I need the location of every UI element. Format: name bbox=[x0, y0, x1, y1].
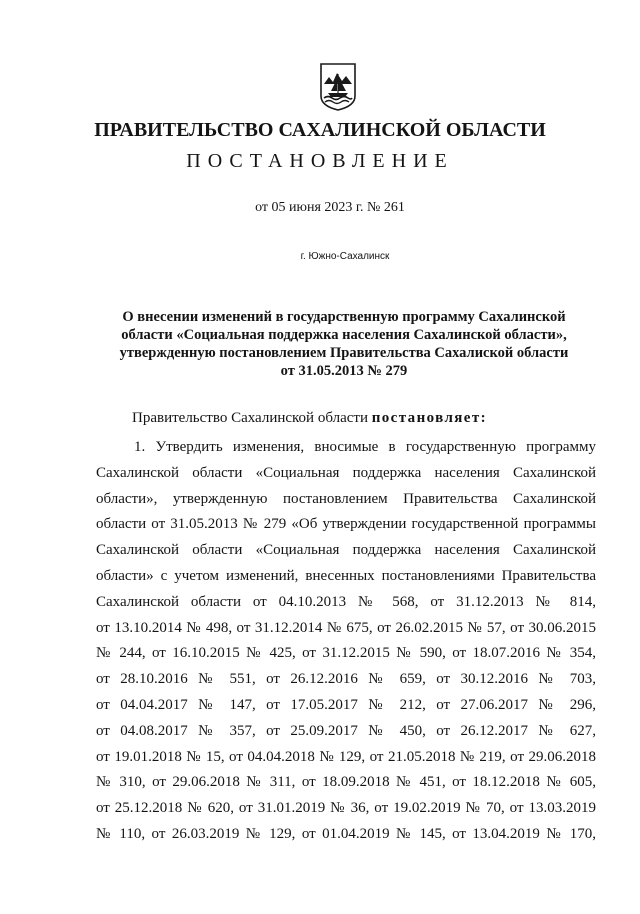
body-line: Сахалинской области «Социальная поддержка населения Сахалинской bbox=[96, 542, 596, 559]
document-type: ПОСТАНОВЛЕНИЕ bbox=[186, 150, 454, 172]
document-title bbox=[96, 308, 592, 380]
title-line: от 31.05.2013 № 279 bbox=[280, 363, 408, 379]
body-line: области», утвержденную постановлением Правительства Сахалинской bbox=[96, 490, 596, 507]
body-line: Сахалинской области «Социальная поддержка населения Сахалинской bbox=[96, 464, 596, 481]
body-line: от 13.10.2014 № 498, от 31.12.2014 № 675, от 26.02.2015 № 57, от 30.06.2015 bbox=[96, 619, 596, 636]
document-city: г. Южно-Сахалинск bbox=[300, 251, 390, 262]
body-line: от 28.10.2016 № 551, от 26.12.2016 № 659, от 30.12.2016 № 703, bbox=[96, 671, 596, 688]
body-line: Сахалинской области от 04.10.2013 № 568, от 31.12.2013 № 814, bbox=[96, 593, 596, 610]
body-line: № 244, от 16.10.2015 № 425, от 31.12.2015 № 590, от 18.07.2016 № 354, bbox=[96, 645, 596, 662]
body-line: области от 31.05.2013 № 279 «Об утверждении государственной программы bbox=[96, 516, 596, 533]
title-line: утвержденную постановлением Правительства Сахалиской области bbox=[119, 345, 569, 361]
body-line: от 25.12.2018 № 620, от 31.01.2019 № 36, от 19.02.2019 № 70, от 13.03.2019 bbox=[96, 800, 596, 817]
body-line: № 310, от 29.06.2018 № 311, от 18.09.2018 № 451, от 18.12.2018 № 605, bbox=[96, 774, 596, 791]
body-line: от 04.04.2017 № 147, от 17.05.2017 № 212, от 27.06.2017 № 296, bbox=[96, 696, 596, 713]
resolve-verb: постановляет: bbox=[371, 410, 488, 426]
body-line: 1. Утвердить изменения, вносимые в государственную программу bbox=[134, 439, 596, 455]
title-line: области «Социальная поддержка населения Сахалинской области», bbox=[121, 327, 567, 343]
body-line: № 110, от 26.03.2019 № 129, от 01.04.2019 № 145, от 13.04.2019 № 170, bbox=[96, 825, 596, 842]
organization-name: ПРАВИТЕЛЬСТВО САХАЛИНСКОЙ ОБЛАСТИ bbox=[94, 119, 546, 141]
resolve-prefix: Правительство Сахалинской области bbox=[132, 410, 372, 426]
document-date-number: от 05 июня 2023 г. № 261 bbox=[255, 200, 405, 215]
title-line: О внесении изменений в государственную программу Сахалинской bbox=[122, 309, 566, 325]
resolve-line bbox=[132, 410, 487, 427]
sakhalin-emblem-icon bbox=[318, 62, 358, 112]
document-body bbox=[96, 435, 596, 848]
body-line: от 04.08.2017 № 357, от 25.09.2017 № 450, от 26.12.2017 № 627, bbox=[96, 722, 596, 739]
body-line: от 19.01.2018 № 15, от 04.04.2018 № 129, от 21.05.2018 № 219, от 29.06.2018 bbox=[96, 748, 596, 765]
body-line: области» с учетом изменений, внесенных постановлениями Правительства bbox=[96, 567, 596, 584]
